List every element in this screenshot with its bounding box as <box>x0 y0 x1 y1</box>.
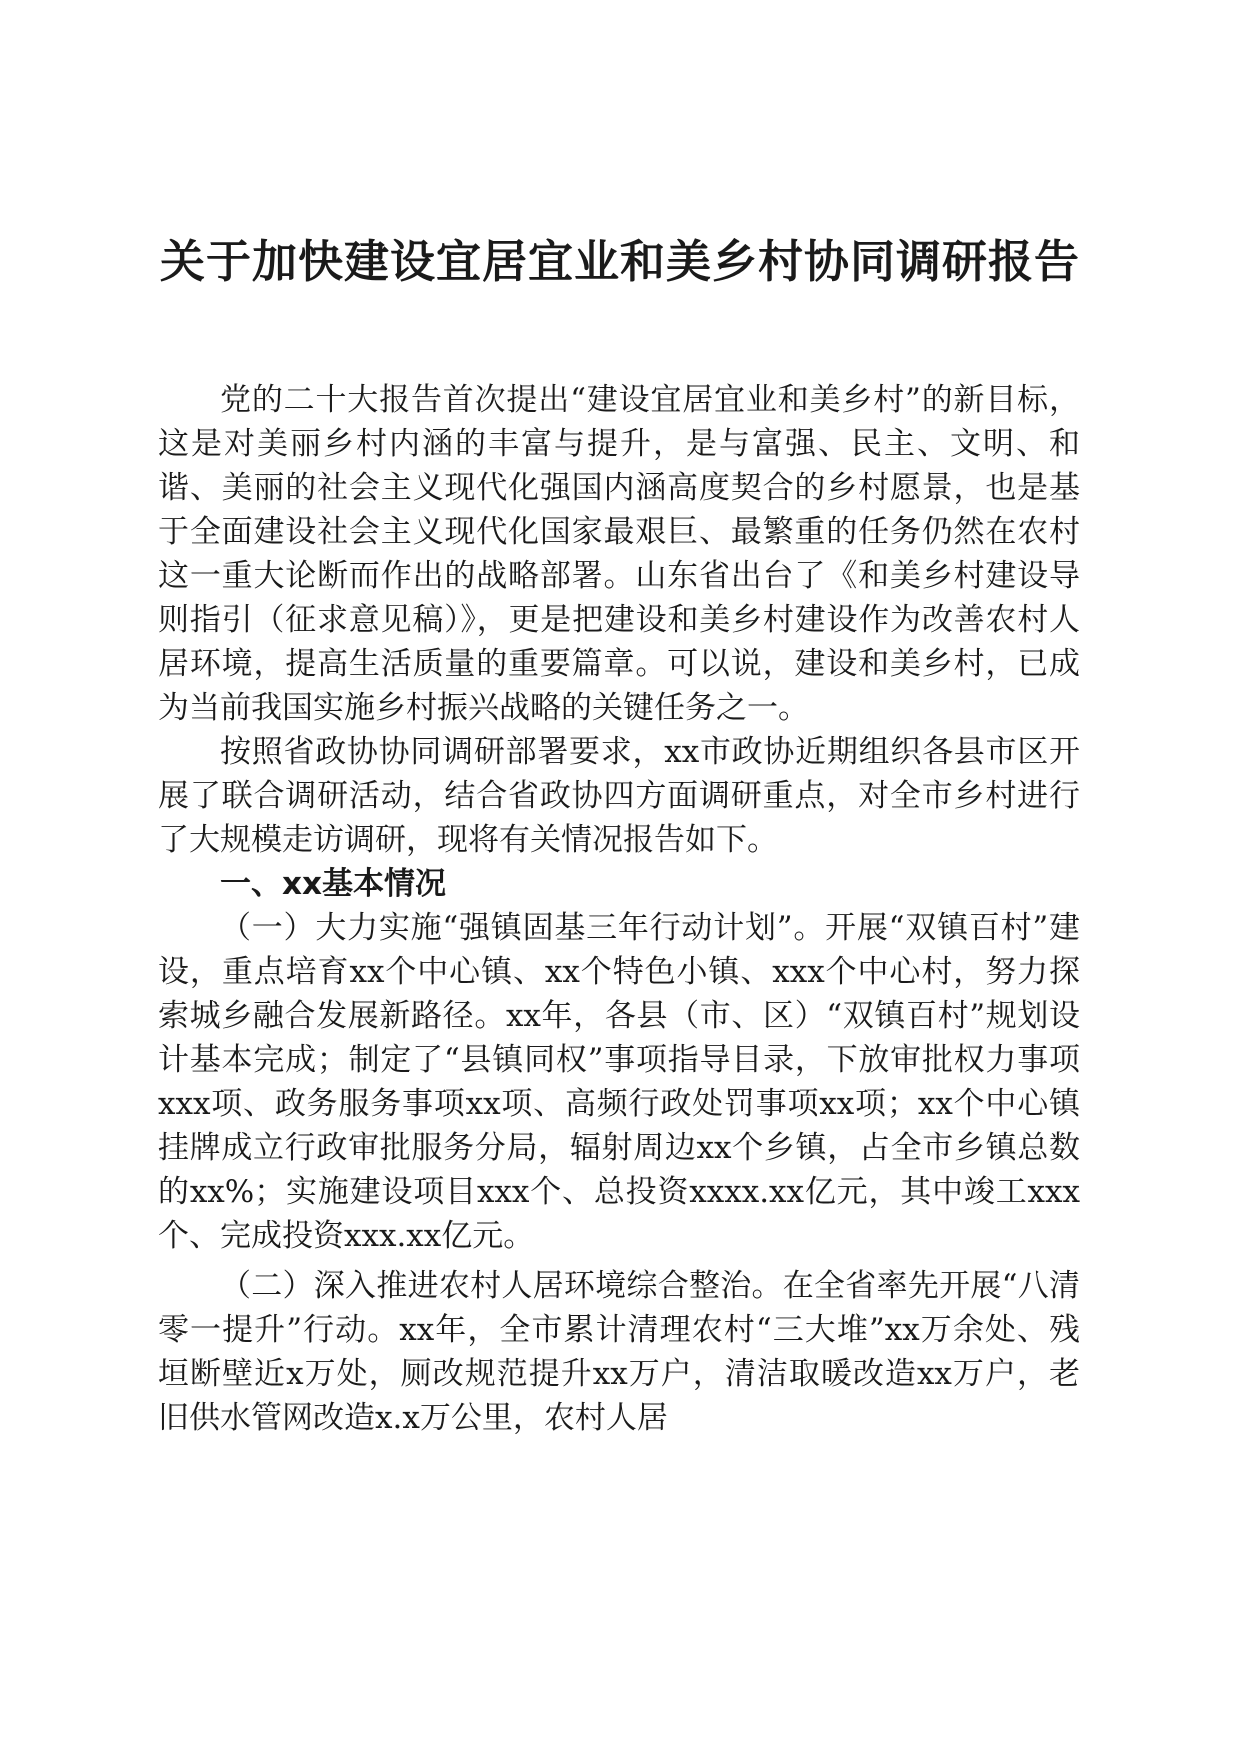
section-heading-basic-situation: 一、xx基本情况 <box>220 866 446 902</box>
paragraph-strong-towns: （一）大力实施“强镇固基三年行动计划”。开展“双镇百村”建设，重点培育xx个中心镇、xx个特色小镇、xxx个中心村，努力探索城乡融合发展新路径。xx年，各县（市、区）“双镇百村”规划设计基本完成；制定了“县镇同权”事项指导目录，下放审批权力事项xxx项、政务服务事项xx项、高频行政处罚事项xx项；xx个中心镇挂牌成立行政审批服务分局，辐射周边xx个乡镇，占全市乡镇总数的xx%；实施建设项目xxx个、总投资xxxx.xx亿元，其中竣工xxx个、完成投资xxx.xx亿元。 <box>158 910 1080 1254</box>
document-body <box>158 378 1080 1440</box>
paragraph-research-arrangement: 按照省政协协同调研部署要求，xx市政协近期组织各县市区开展了联合调研活动，结合省政协四方面调研重点，对全市乡村进行了大规模走访调研，现将有关情况报告如下。 <box>158 734 1080 858</box>
paragraph-intro: 党的二十大报告首次提出“建设宜居宜业和美乡村”的新目标，这是对美丽乡村内涵的丰富与提升，是与富强、民主、文明、和谐、美丽的社会主义现代化强国内涵高度契合的乡村愿景，也是基于全面建设社会主义现代化国家最艰巨、最繁重的任务仍然在农村这一重大论断而作出的战略部署。山东省出台了《和美乡村建设导则指引（征求意见稿）》，更是把建设和美乡村建设作为改善农村人居环境，提高生活质量的重要篇章。可以说，建设和美乡村，已成为当前我国实施乡村振兴战略的关键任务之一。 <box>158 382 1080 726</box>
paragraph-living-environment: （二）深入推进农村人居环境综合整治。在全省率先开展“八清零一提升”行动。xx年，全市累计清理农村“三大堆”xx万余处、残垣断壁近x万处，厕改规范提升xx万户，清洁取暖改造xx万户，老旧供水管网改造x.x万公里，农村人居 <box>158 1268 1080 1436</box>
document-title: 关于加快建设宜居宜业和美乡村协同调研报告 <box>159 235 1080 288</box>
